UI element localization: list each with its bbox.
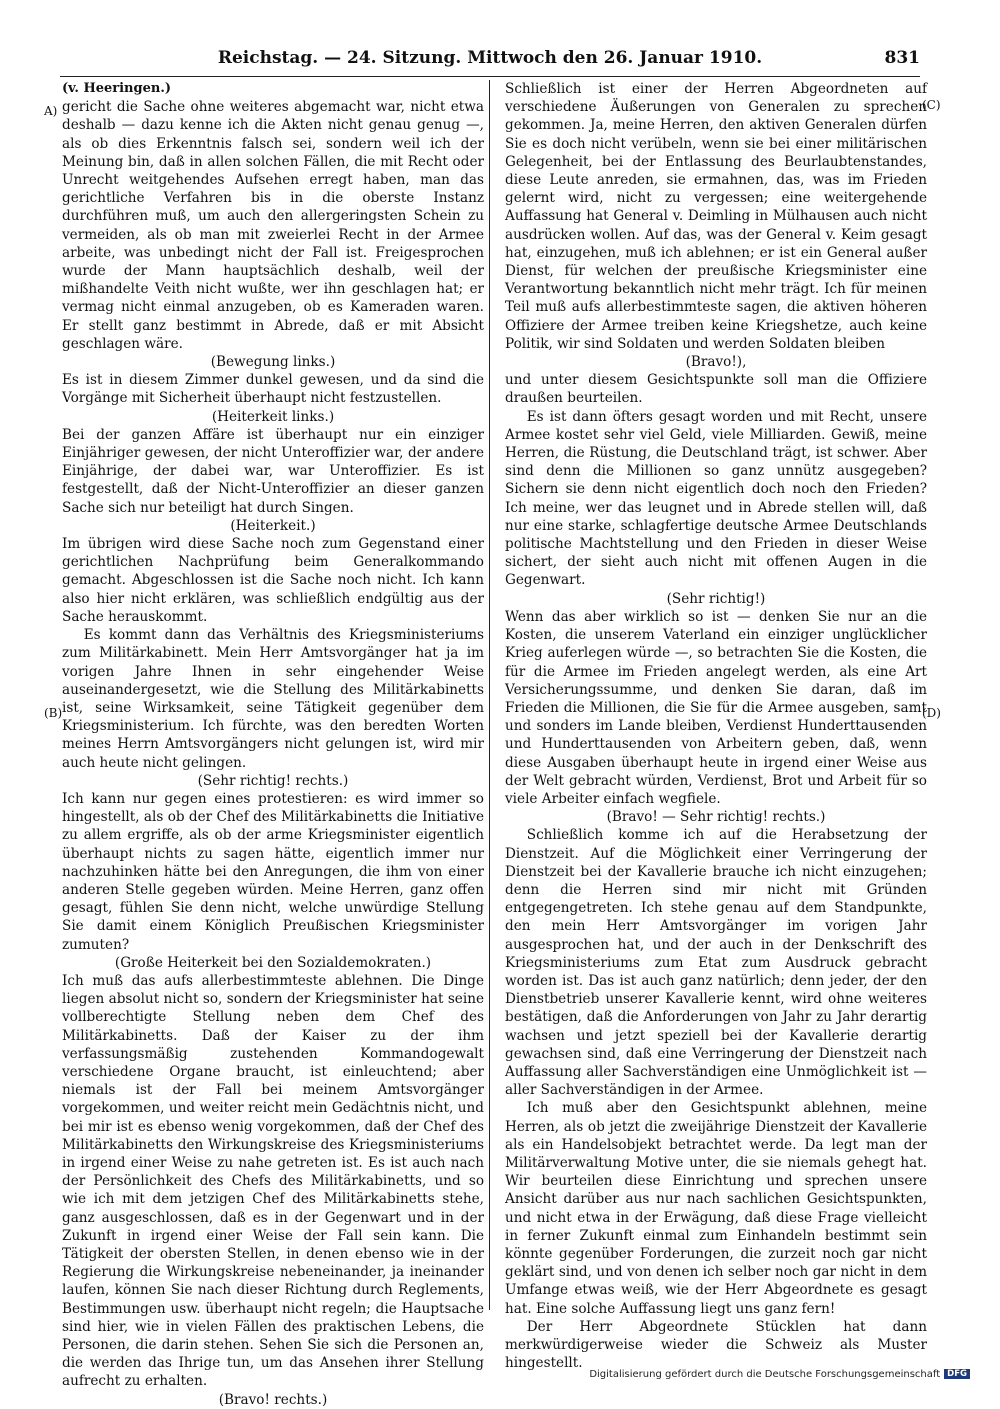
paragraph: Der Herr Abgeordnete Stücklen hat dann merkwürdigerweise wieder die Schweiz als Muster hingestellt. bbox=[505, 1318, 927, 1372]
paragraph: Ich muß aber den Gesichtspunkt ablehnen, meine Herren, als ob jetzt die zweijährige Dienstzeit der Kavallerie als ein Handelsobjekt betrachtet werde. Da legt man der Militärverwaltung Motive unter, die sie niemals gehegt hat. Wir beurteilen diese Einrichtung und sprechen unsere Ansicht darüber aus nur nach sachlichen Gesichtspunkten, und nicht etwa in der Erwägung, daß diese Frage vielleicht in ferner Zukunft einmal zum Einhandeln bestimmt sein könnte gegenüber Forderungen, die zurzeit noch gar nicht geklärt sind, und von denen ich selber noch gar nicht in dem Umfange etwas weiß, wie der Herr Abgeordnete es gesagt hat. Eine solche Auffassung liegt uns ganz fern! bbox=[505, 1100, 927, 1317]
interjection: (Bewegung links.) bbox=[210, 354, 336, 371]
left-column bbox=[62, 80, 484, 1409]
column-divider bbox=[489, 80, 490, 1310]
speaker-label: (v. Heeringen.) bbox=[62, 81, 172, 96]
paragraph: Ich kann nur gegen eines protestieren: es wird immer so hingestellt, als ob der Chef des Militärkabinetts die Initiative zu allem ergriffe, als ob der arme Kriegsminister eigentlich überhaupt nichts zu sagen hätte, eigentlich immer nur nachzuhinken hätte bei den Anregungen, die ihm von einer anderen Stelle gegeben würden. Meine Herren, ganz offen gesagt, fühlen Sie denn nicht, welche unwürdige Stellung Sie damit einem Königlich Preußischen Kriegsminister zumuten? bbox=[62, 790, 484, 953]
paragraph: Ich muß das aufs allerbestimmteste ablehnen. Die Dinge liegen absolut nicht so, sondern der Kriegsminister hat seine vollberechtigte Stellung neben dem Chef des Militärkabinetts. Daß der Kaiser zu der ihm verfassungsmäßig zustehenden Kommandogewalt verschiedene Organe braucht, ist einleuchtend; aber niemals ist der Fall bei meinem Amtsvorgänger vorgekommen, und weiter reicht mein Gedächtnis nicht, und bei mir ist es ebenso wenig vorgekommen, daß der Chef des Militärkabinetts den Wirkungskreise des Kriegsministeriums in irgend einer Weise zu nahe getreten ist. Es ist auch nach der Persönlichkeit des Chefs des Militärkabinetts, und so wie ich mit dem jetzigen Chef des Militärkabinetts stehe, ganz ausgeschlossen, daß es in der Gegenwart und in der Zukunft in irgend einer Weise der Fall sein kann. Die Tätigkeit der obersten Stellen, in denen ebenso wie in der Regierung die Wirkungskreise nebeneinander, ja ineinander laufen, können Sie nach dieser Richtung durch Reglements, Bestimmungen usw. überhaupt nicht regeln; die Hauptsache sind hier, wie in vielen Fällen des praktischen Lebens, die Personen, die darin stehen. Sehen Sie sich die Personen an, die werden das Ihrige tun, um das Ansehen ihrer Stellung aufrecht zu erhalten. bbox=[62, 972, 484, 1390]
paragraph: gericht die Sache ohne weiteres abgemacht war, nicht etwa deshalb — dazu kenne ich die Akten nicht genau genug —, als ob dies Erkenntnis falsch sei, sondern weil ich der Meinung bin, daß in allen solchen Fällen, die mit Recht oder Unrecht weitgehendes Aufsehen erregt haben, man das gerichtliche Verfahren bis in die oberste Instanz durchführen muß, um auch den allergeringsten Schein zu vermeiden, als ob man mit zweierlei Recht in der Armee arbeite, was unbedingt nicht der Fall ist. Freigesprochen wurde der Mann hauptsächlich deshalb, weil der mißhandelte Veith nicht wußte, wer ihn geschlagen hat; er vermag nicht einmal anzugeben, ob es Kameraden waren. Er stellt ganz bestimmt in Abrede, daß er mit Absicht geschlagen wäre. bbox=[62, 99, 484, 352]
paragraph: Es ist dann öfters gesagt worden und mit Recht, unsere Armee kostet sehr viel Geld, viele Milliarden. Gewiß, meine Herren, die Rüstung, die Deutschland trägt, ist schwer. Aber sind denn die Millionen so ganz unnütz ausgegeben? Sichern sie denn nicht eigentlich doch noch den Frieden? Ich meine, wer das leugnet und in Abrede stellen will, daß nur eine starke, schlagfertige deutsche Armee Deutschlands politische Machtstellung und den Frieden in dieser Weise sichert, der sieht auch nicht mit offenen Augen in die Gegenwart. bbox=[505, 408, 927, 589]
interjection: (Sehr richtig!) bbox=[666, 590, 766, 607]
margin-mark-d: (D) bbox=[922, 706, 941, 720]
page-header bbox=[60, 48, 920, 72]
paragraph: Im übrigen wird diese Sache noch zum Gegenstand einer gerichtlichen Nachprüfung beim Generalkommando gemacht. Abgeschlossen ist die Sache noch nicht. Ich kann also hier nicht erklären, was schließlich endgültig aus der Sache herauskommt. bbox=[62, 536, 484, 625]
paragraph: Es ist in diesem Zimmer dunkel gewesen, und da sind die Vorgänge mit Sicherheit überhaupt nicht festzustellen. bbox=[62, 372, 484, 407]
interjection: (Bravo! — Sehr richtig! rechts.) bbox=[606, 809, 826, 826]
paragraph: Schließlich ist einer der Herren Abgeordneten auf verschiedene Äußerungen von Generalen zu sprechen gekommen. Ja, meine Herren, den aktiven Generalen dürfen Sie es doch nicht verübeln, wenn sie bei einer militärischen Gelegenheit, bei der Entlassung des Beurlaubtenstandes, diese Leute anreden, sie ermahnen, das, was im Frieden gelernt wird, nicht zu vergessen; eine weitergehende Auffassung hat General v. Deimling in Mülhausen auch nicht ausdrücken wollen. Auf das, was der General v. Keim gesagt hat, einzugehen, muß ich ablehnen; er ist ein General außer Dienst, für welchen der preußische Kriegsminister eine Verantwortung bekanntlich nicht mehr trägt. Ich für meinen Teil muß aufs allerbestimmteste sagen, die aktiven höheren Offiziere der Armee treiben keine Kriegshetze, auch keine Politik, wir sind Soldaten und werden Soldaten bleiben bbox=[505, 81, 927, 352]
footer-text: Digitalisierung gefördert durch die Deutsche Forschungsgemeinschaft bbox=[589, 1369, 941, 1380]
paragraph: Es kommt dann das Verhältnis des Kriegsministeriums zum Militärkabinett. Mein Herr Amtsvorgänger hat ja im vorigen Jahre Ihnen in sehr eingehender Weise auseinandergesetzt, wie die Stellung des Militärkabinetts ist, seine Wirksamkeit, seine Tätigkeit gegenüber dem Kriegsministerium. Ich fürchte, was den beredten Worten meines Herrn Amtsvorgängers nicht gelungen ist, wird mir auch heute nicht gelingen. bbox=[62, 627, 484, 771]
interjection: (Bravo! rechts.) bbox=[218, 1391, 328, 1408]
paragraph: Schließlich komme ich auf die Herabsetzung der Dienstzeit. Auf die Möglichkeit einer Verringerung der Dienstzeit bei der Kavallerie brauche ich nicht einzugehen; denn die Herren sind mir nicht mit Gründen entgegengetreten. Ich stehe genau auf dem Standpunkte, den mein Herr Amtsvorgänger im vorigen Jahr ausgesprochen hat, und der auch in der Denkschrift des Kriegsministeriums zum Etat zum Ausdruck gebracht worden ist. Das ist auch ganz natürlich; denn jeder, der den Dienstbetrieb unserer Kavallerie kennt, wird ohne weiteres bestätigen, daß die Anforderungen von Jahr zu Jahr derartig wachsen und jetzt speziell bei der Kavallerie derartig gewachsen sind, daß eine Verringerung der Dienstzeit nach Auffassung aller Sachverständigen eine Unmöglichkeit ist — aller Sachverständigen in der Armee. bbox=[505, 827, 927, 1099]
header-rule bbox=[60, 76, 920, 77]
interjection: (Heiterkeit.) bbox=[230, 517, 316, 534]
left-column-text bbox=[62, 98, 484, 1409]
footer-credit bbox=[589, 1369, 970, 1380]
paragraph: Bei der ganzen Affäre ist überhaupt nur ein einziger Einjähriger gewesen, der nicht Unteroffizier war, der andere Einjährige, der dabei war, war Unteroffizier. Es ist festgestellt, daß der Nicht-Unteroffizier an dieser ganzen Sache sich nur beteiligt hat durch Singen. bbox=[62, 426, 484, 516]
paragraph: Wenn das aber wirklich so ist — denken Sie nur an die Kosten, die unserem Vaterland ein einziger unglücklicher Krieg auferlegen würde —, so betrachten Sie die Kosten, die für die Armee im Frieden angelegt werden, als eine Art Versicherungssumme, und denken Sie daran, daß im Frieden die Millionen, die Sie für die Armee ausgeben, samt und sonders im Lande bleiben, Verdienst Hunderttausenden und Hunderttausenden von Arbeitern geben, daß, wenn diese Ausgaben überhaupt heute in irgend einer Weise aus der Welt gebracht würden, Verdienst, Brot und Arbeit für so viele Arbeiter einfach wegfiele. bbox=[505, 608, 927, 807]
right-column bbox=[505, 80, 927, 1372]
interjection: (Heiterkeit links.) bbox=[211, 408, 335, 425]
interjection: (Bravo!), bbox=[685, 354, 747, 371]
interjection: (Sehr richtig! rechts.) bbox=[197, 772, 349, 789]
running-title: Reichstag. — 24. Sitzung. Mittwoch den 26. Januar 1910. bbox=[217, 48, 763, 68]
page-number: 831 bbox=[884, 48, 920, 68]
right-column-text bbox=[505, 80, 927, 1372]
interjection: (Große Heiterkeit bei den Sozialdemokraten.) bbox=[114, 954, 432, 971]
margin-mark-c: (C) bbox=[922, 98, 941, 112]
margin-mark-a: A) bbox=[44, 104, 58, 118]
margin-mark-b: (B) bbox=[44, 706, 63, 720]
dfg-logo: DFG bbox=[944, 1369, 970, 1379]
paragraph: und unter diesem Gesichtspunkte soll man die Offiziere draußen beurteilen. bbox=[505, 372, 927, 407]
